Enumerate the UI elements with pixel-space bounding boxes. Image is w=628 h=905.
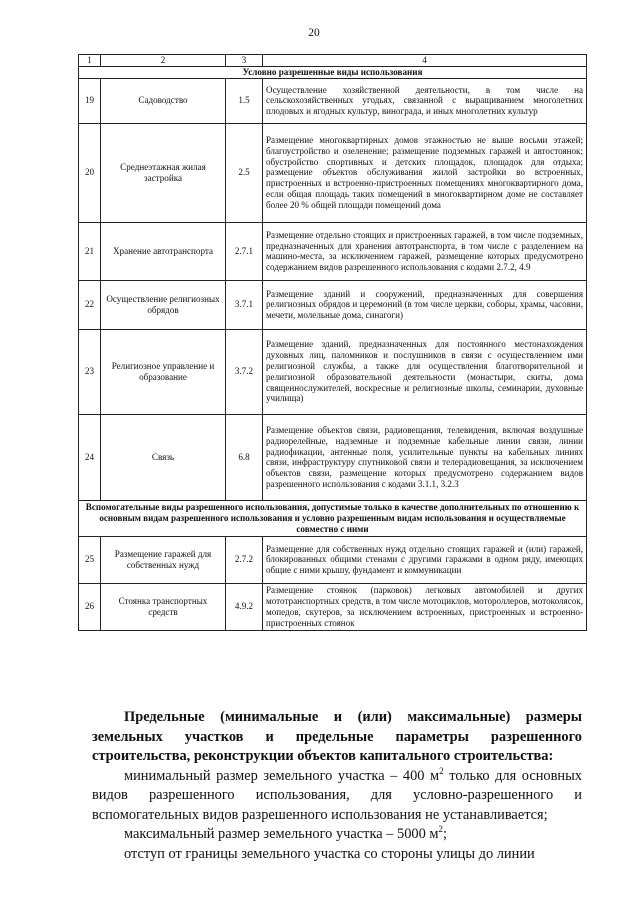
table-row xyxy=(79,78,587,123)
section-title: Вспомогательные виды разрешенного использования, допустимые только в качестве дополнительных по отношению к основным видам разрешенного использования и условно разрешенным видам использования и осуществляемые совместно с ними xyxy=(79,500,587,536)
table-row xyxy=(79,414,587,500)
table-row xyxy=(79,329,587,414)
table-header-row xyxy=(79,55,587,67)
section-row-conditional xyxy=(79,67,587,79)
row-number: 21 xyxy=(79,222,101,280)
column-header: 3 xyxy=(226,55,263,67)
use-code: 1.5 xyxy=(226,78,263,123)
table-row xyxy=(79,280,587,329)
use-code: 4.9.2 xyxy=(226,583,263,630)
land-use-table xyxy=(78,54,587,631)
table-row xyxy=(79,536,587,583)
table-row xyxy=(79,583,587,630)
use-code: 2.5 xyxy=(226,123,263,222)
row-number: 22 xyxy=(79,280,101,329)
use-code: 6.8 xyxy=(226,414,263,500)
use-name: Связь xyxy=(101,414,226,500)
use-description: Размещение для собственных нужд отдельно стоящих гаражей и (или) гаражей, блокированных общими стенами с другими гаражами в одном ряду, имеющих общие с ними крышу, фундамент и коммуникации xyxy=(263,536,587,583)
section-heading: Предельные (минимальные и (или) максимальные) размеры земельных участков и предельные параметры разрешенного строительства, реконструкции объектов капитального строительства: xyxy=(92,709,582,764)
use-description: Осуществление хозяйственной деятельности, в том числе на сельскохозяйственных угодьях, связанной с выращиванием многолетних плодовых и ягодных культур, винограда, и иных многолетних культур xyxy=(263,78,587,123)
use-description: Размещение зданий, предназначенных для постоянного местонахождения духовных лиц, паломников и послушников в связи с осуществлением ими религиозной службы, а также для осуществления благотворительной и религиозной образовательной деятельности (монастыри, скиты, дома священнослужителей, воскресные и религиозные школы, семинарии, духовные училища) xyxy=(263,329,587,414)
use-description: Размещение объектов связи, радиовещания, телевидения, включая воздушные радиорелейные, надземные и подземные кабельные линии связи, линии радиофикации, антенные поля, усилительные пункты на кабельных линиях связи, инфраструктуру спутниковой связи и телерадиовещания, за исключением объектов связи, размещение которых предусмотрено содержанием видов разрешенного использования с кодами 3.1.1, 3.2.3 xyxy=(263,414,587,500)
use-code: 3.7.1 xyxy=(226,280,263,329)
use-name: Религиозное управление и образование xyxy=(101,329,226,414)
use-name: Размещение гаражей для собственных нужд xyxy=(101,536,226,583)
use-name: Стоянка транспортных средств xyxy=(101,583,226,630)
row-number: 25 xyxy=(79,536,101,583)
use-name: Хранение автотранспорта xyxy=(101,222,226,280)
superscript: 2 xyxy=(439,765,444,776)
page-number: 20 xyxy=(308,27,320,39)
table-row xyxy=(79,222,587,280)
row-number: 23 xyxy=(79,329,101,414)
use-name: Среднеэтажная жилая застройка xyxy=(101,123,226,222)
column-header: 2 xyxy=(101,55,226,67)
max-area-text: максимальный размер земельного участка – 5000 м xyxy=(124,826,439,842)
min-area-text-rest: только для основных видов разрешенного использования, для условно-разрешенного и вспомогательных видов разрешенного использования не устанавливается; xyxy=(92,767,582,823)
max-area-text-rest: ; xyxy=(442,826,447,842)
use-code: 2.7.2 xyxy=(226,536,263,583)
use-code: 3.7.2 xyxy=(226,329,263,414)
min-area-text: минимальный размер земельного участка – 400 м xyxy=(124,767,440,784)
column-header: 1 xyxy=(79,55,101,67)
use-description: Размещение многоквартирных домов этажностью не выше восьми этажей; благоустройство и озеленение; размещение подземных гаражей и автостоянок; обустройство спортивных и детских площадок, площадок для отдыха; размещение объектов обслуживания жилой застройки во встроенных, пристроенных и встроенно-пристроенных помещениях многоквартирного дома, если общая площадь таких помещений в многоквартирном доме не составляет более 20 % общей площади помещений дома xyxy=(263,123,587,222)
use-description: Размещение стоянок (парковок) легковых автомобилей и других мототранспортных средств, в том числе мотоциклов, мотороллеров, мотоколясок, мопедов, скутеров, за исключением встроенных, пристроенных и встроенно-пристроенных стоянок xyxy=(263,583,587,630)
body-text xyxy=(92,708,582,864)
section-row-auxiliary xyxy=(79,500,587,536)
section-title: Условно разрешенные виды использования xyxy=(79,67,587,79)
row-number: 19 xyxy=(79,78,101,123)
setback-paragraph: отступ от границы земельного участка со стороны улицы до линии xyxy=(124,845,535,862)
use-name: Садоводство xyxy=(101,78,226,123)
row-number: 26 xyxy=(79,583,101,630)
row-number: 24 xyxy=(79,414,101,500)
use-name: Осуществление религиозных обрядов xyxy=(101,280,226,329)
row-number: 20 xyxy=(79,123,101,222)
column-header: 4 xyxy=(263,55,587,67)
use-code: 2.7.1 xyxy=(226,222,263,280)
use-description: Размещение зданий и сооружений, предназначенных для совершения религиозных обрядов и церемоний (в том числе церкви, соборы, храмы, часовни, мечети, молельные дома, синагоги) xyxy=(263,280,587,329)
use-description: Размещение отдельно стоящих и пристроенных гаражей, в том числе подземных, предназначенных для хранения автотранспорта, в том числе с разделением на машино-места, за исключением гаражей, размещение которых предусмотрено содержанием видов разрешенного использования с кодами 2.7.2, 4.9 xyxy=(263,222,587,280)
max-area-paragraph xyxy=(92,825,582,845)
min-area-paragraph xyxy=(92,767,582,826)
table-row xyxy=(79,123,587,222)
superscript: 2 xyxy=(438,824,443,835)
